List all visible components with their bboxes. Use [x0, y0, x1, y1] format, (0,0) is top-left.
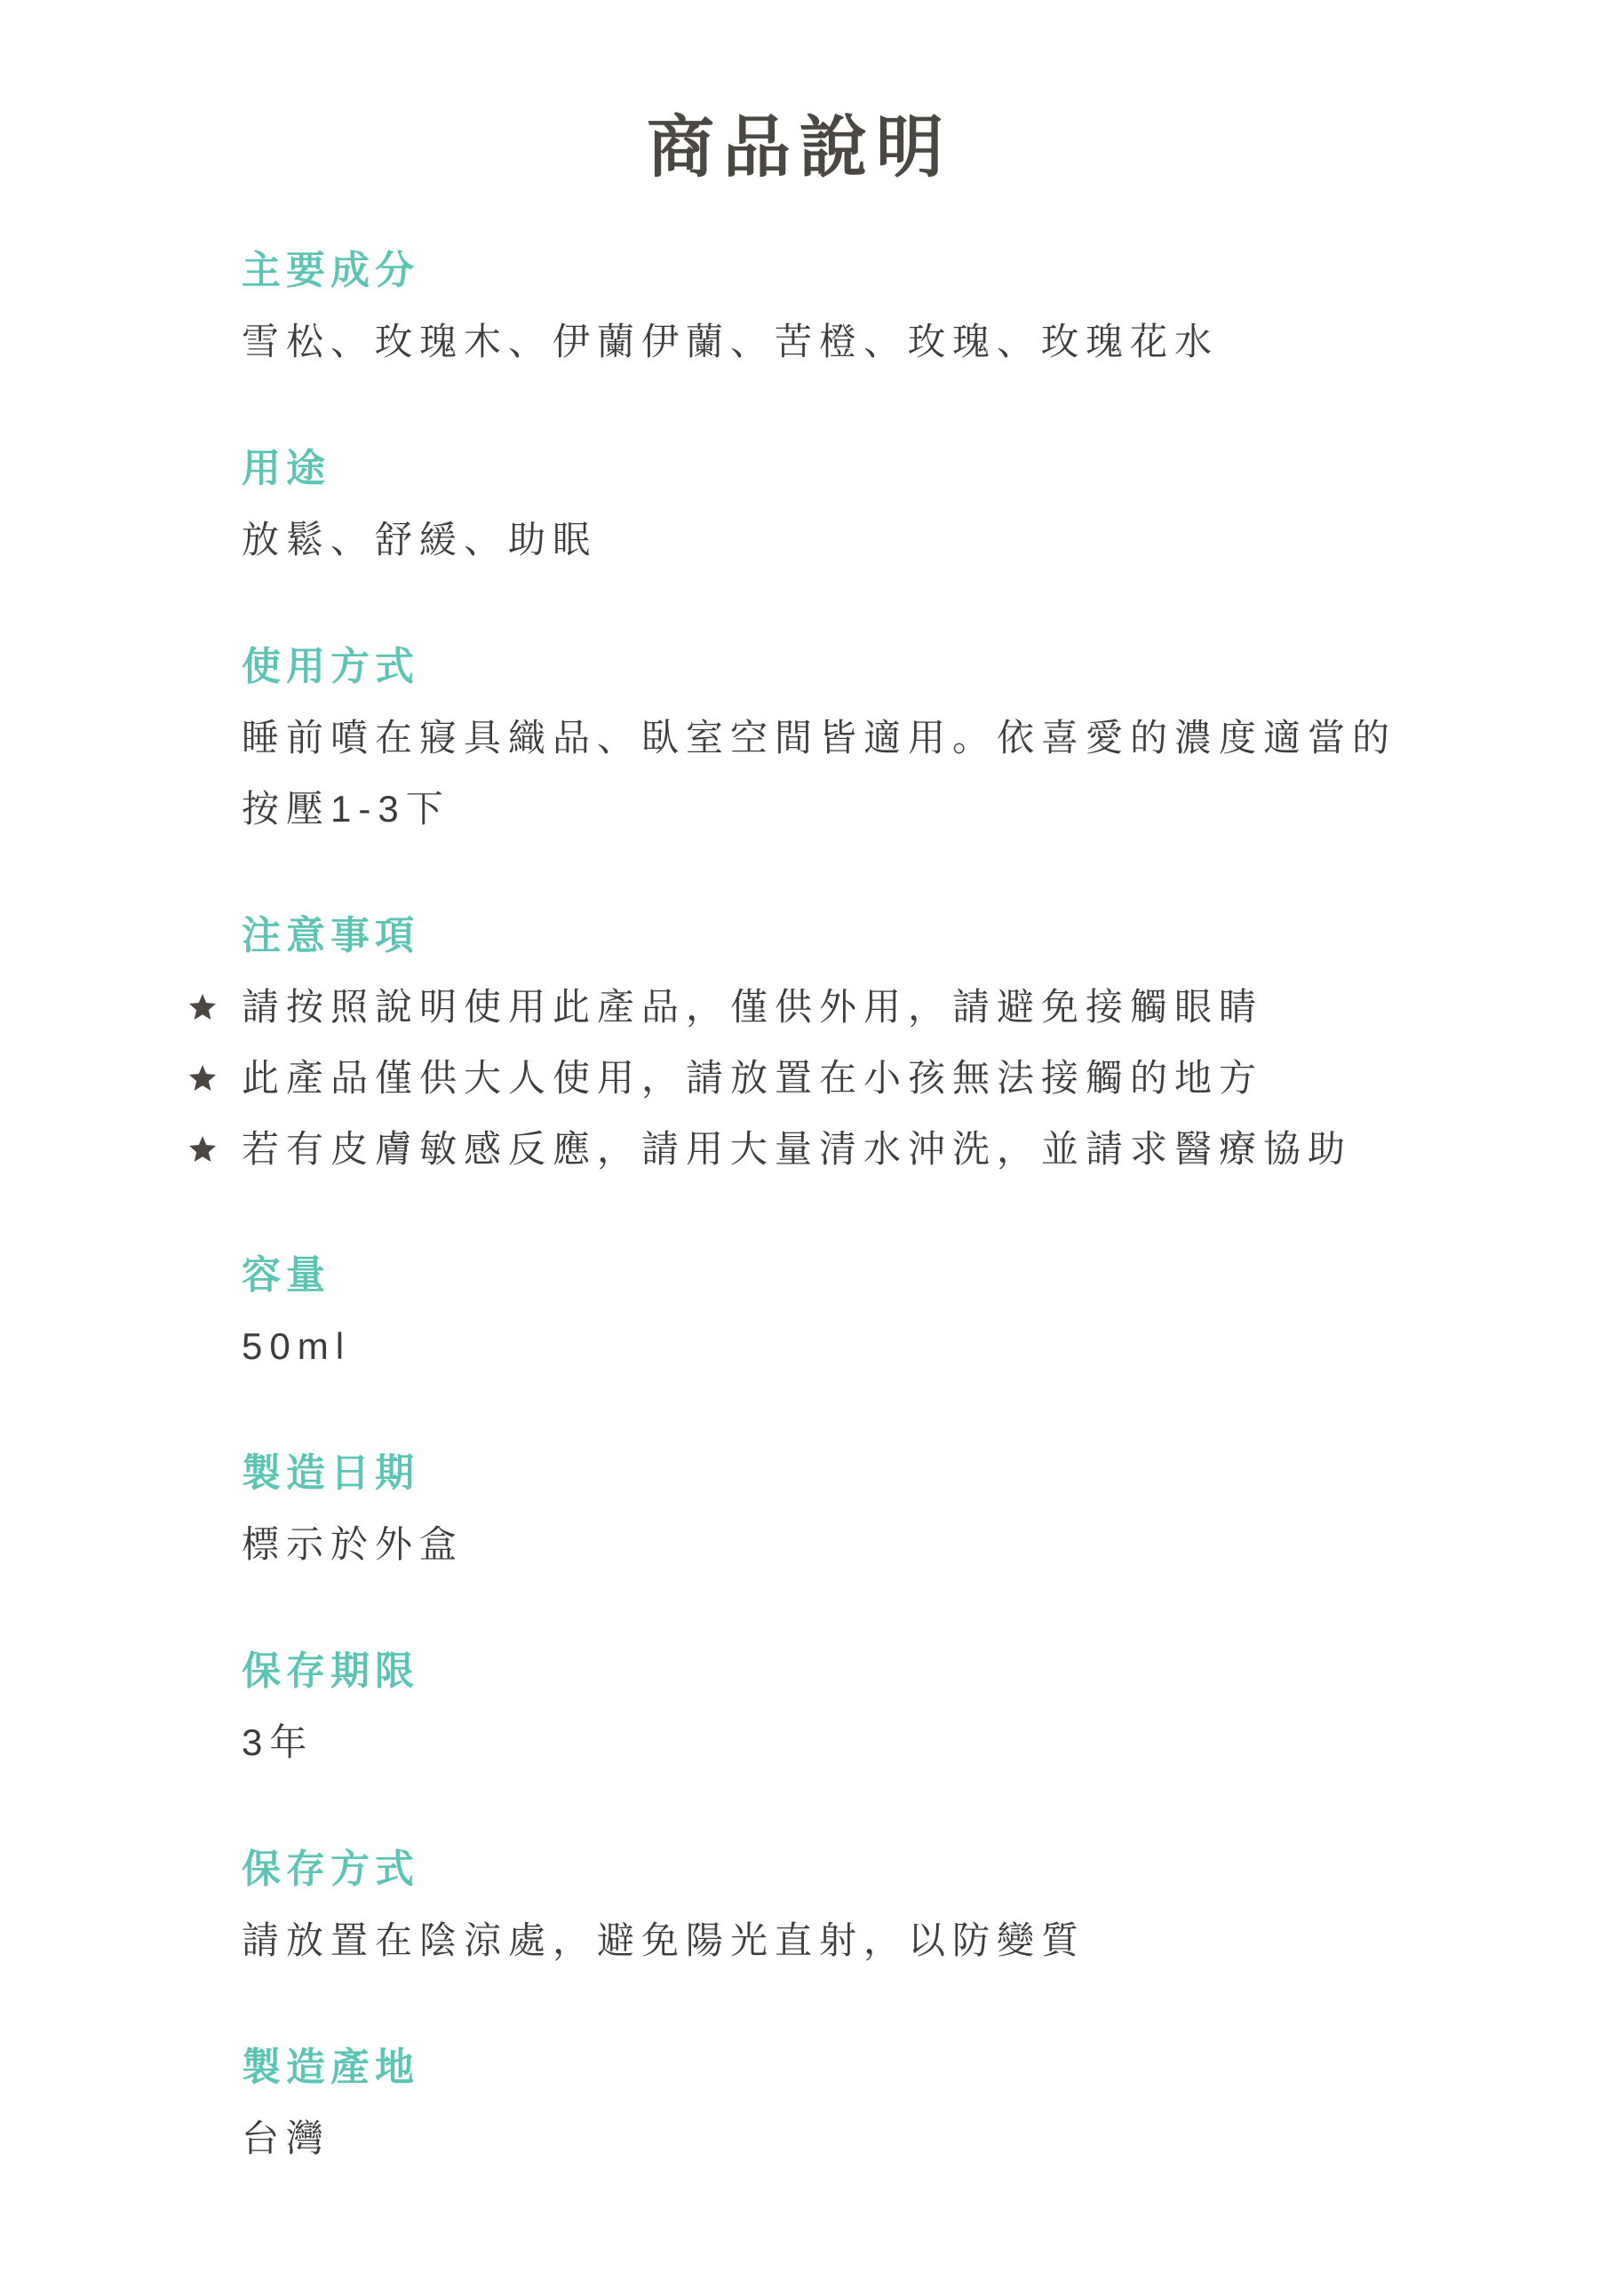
section-heading-usage: 使用方式: [242, 645, 419, 688]
section-purpose: [242, 433, 1599, 576]
list-item: [242, 972, 1599, 1043]
precaution-text: 此產品僅供大人使用，請放置在小孩無法接觸的地方: [242, 1057, 1264, 1099]
section-body-storage: 請放置在陰涼處，避免陽光直射，以防變質: [242, 1919, 1086, 1961]
list-item: [242, 1114, 1599, 1184]
section-heading-manufacture-date: 製造日期: [242, 1451, 419, 1495]
page-title: 商品說明: [647, 110, 952, 186]
section-ingredients: [242, 235, 1599, 377]
star-icon: [188, 1135, 217, 1164]
precaution-text: 請按照說明使用此產品，僅供外用，請避免接觸眼睛: [242, 986, 1264, 1028]
section-body-shelf-life: 3年: [242, 1721, 314, 1763]
description-content: [0, 235, 1599, 2174]
section-body-manufacture-date: 標示於外盒: [242, 1523, 465, 1565]
section-heading-volume: 容量: [242, 1253, 330, 1297]
section-origin: [242, 2032, 1599, 2174]
section-heading-ingredients: 主要成分: [242, 249, 419, 292]
section-heading-precautions: 注意事項: [242, 914, 419, 957]
section-heading-purpose: 用途: [242, 447, 330, 490]
section-shelf-life: [242, 1636, 1599, 1778]
precautions-list: [242, 972, 1599, 1184]
section-body-volume: 50ml: [242, 1325, 352, 1367]
section-manufacture-date: [242, 1438, 1599, 1580]
section-heading-storage: 保存方式: [242, 1847, 419, 1891]
section-body-origin: 台灣: [242, 2117, 331, 2159]
section-body-ingredients: 雪松、玫瑰木、伊蘭伊蘭、苦橙、玫瑰、玫瑰花水: [242, 321, 1220, 362]
star-icon: [188, 1064, 217, 1092]
section-volume: [242, 1240, 1599, 1382]
star-icon: [188, 993, 217, 1021]
section-body-purpose: 放鬆、舒緩、助眠: [242, 519, 598, 560]
section-storage: [242, 1834, 1599, 1976]
section-body-usage: 睡前噴在寢具織品、臥室空間皆適用。依喜愛的濃度適當的按壓1-3下: [242, 717, 1397, 830]
section-heading-shelf-life: 保存期限: [242, 1649, 419, 1693]
section-heading-origin: 製造產地: [242, 2046, 419, 2089]
list-item: [242, 1043, 1599, 1114]
precaution-text: 若有皮膚敏感反應，請用大量清水沖洗，並請求醫療協助: [242, 1128, 1353, 1170]
section-precautions: [242, 901, 1599, 1184]
section-usage: [242, 632, 1599, 845]
